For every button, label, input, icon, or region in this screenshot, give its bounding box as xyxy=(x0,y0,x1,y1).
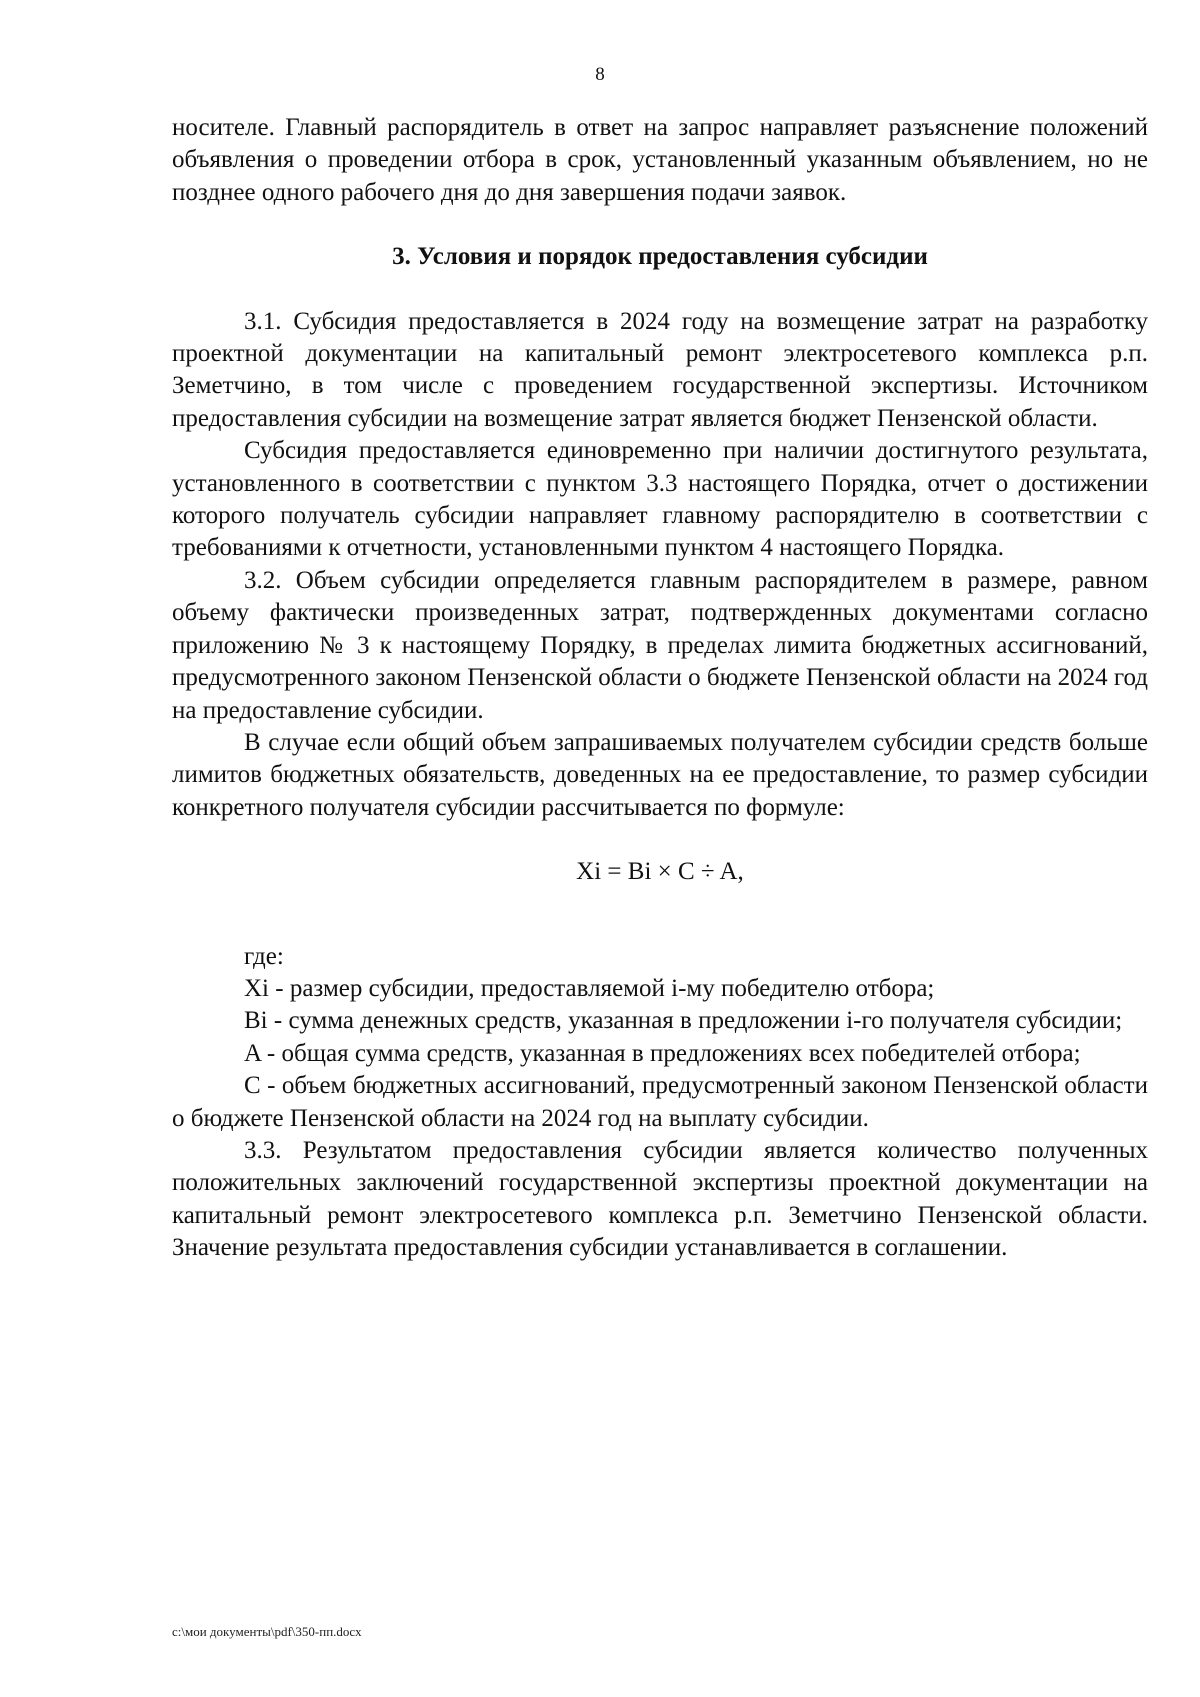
formula-def-bi: Bi - сумма денежных средств, указанная в предложении i-го получателя субсидии; xyxy=(244,1007,1123,1035)
paragraph-continuation: носителе. Главный распорядитель в ответ на запрос направляет разъяснение положений объявления о проведении отбора в срок, установленный указанным объявлением, но не позднее одного рабочего дня до дня завершения подачи заявок. xyxy=(172,114,1148,206)
formula-def-c: C - объем бюджетных ассигнований, предусмотренный законом Пензенской области о бюджете Пензенской области на 2024 год на выплату субсидии. xyxy=(172,1072,1148,1132)
paragraph-3-2-case: В случае если общий объем запрашиваемых получателем субсидии средств больше лимитов бюджетных обязательств, доведенных на ее предоставление, то размер субсидии конкретного получателя субсидии рассчитывается по формуле: xyxy=(172,728,1148,821)
paragraph-3-1-continued: Субсидия предоставляется единовременно при наличии достигнутого результата, установленного в соответствии с пунктом 3.3 настоящего Порядка, отчет о достижении которого получатель субсидии направляет главному распорядителю в соответствии с требованиями к отчетности, установленными пунктом 4 настоящего Порядка. xyxy=(172,437,1148,562)
formula-where: где: xyxy=(244,942,284,970)
formula-def-a: A - общая сумма средств, указанная в предложениях всех победителей отбора; xyxy=(244,1039,1081,1067)
page-number: 8 xyxy=(595,64,605,85)
document-body xyxy=(172,112,1148,1265)
paragraph-3-3: 3.3. Результатом предоставления субсидии является количество полученных положительных заключений государственной экспертизы проектной документации на капитальный ремонт электросетевого комплекса р.п. Земетчино Пензенской области. Значение результата предоставления субсидии устанавливается в соглашении. xyxy=(172,1136,1148,1262)
footer-file-path: c:\мои документы\pdf\350-пп.docx xyxy=(172,1624,362,1639)
section-heading: 3. Условия и порядок предоставления субсидии xyxy=(392,243,928,271)
formula-def-xi: Xi - размер субсидии, предоставляемой i-му победителю отбора; xyxy=(244,974,935,1002)
formula: Xi = Bi × C ÷ A, xyxy=(576,858,744,886)
paragraph-3-1: 3.1. Субсидия предоставляется в 2024 году на возмещение затрат на разработку проектной документации на капитальный ремонт электросетевого комплекса р.п. Земетчино, в том числе с проведением государственной экспертизы. Источником предоставления субсидии на возмещение затрат является бюджет Пензенской области. xyxy=(172,307,1148,432)
paragraph-3-2: 3.2. Объем субсидии определяется главным распорядителем в размере, равном объему фактически произведенных затрат, подтвержденных документами согласно приложению № 3 к настоящему Порядку, в пределах лимита бюджетных ассигнований, предусмотренного законом Пензенской области о бюджете Пензенской области на 2024 год на предоставление субсидии. xyxy=(172,566,1148,724)
